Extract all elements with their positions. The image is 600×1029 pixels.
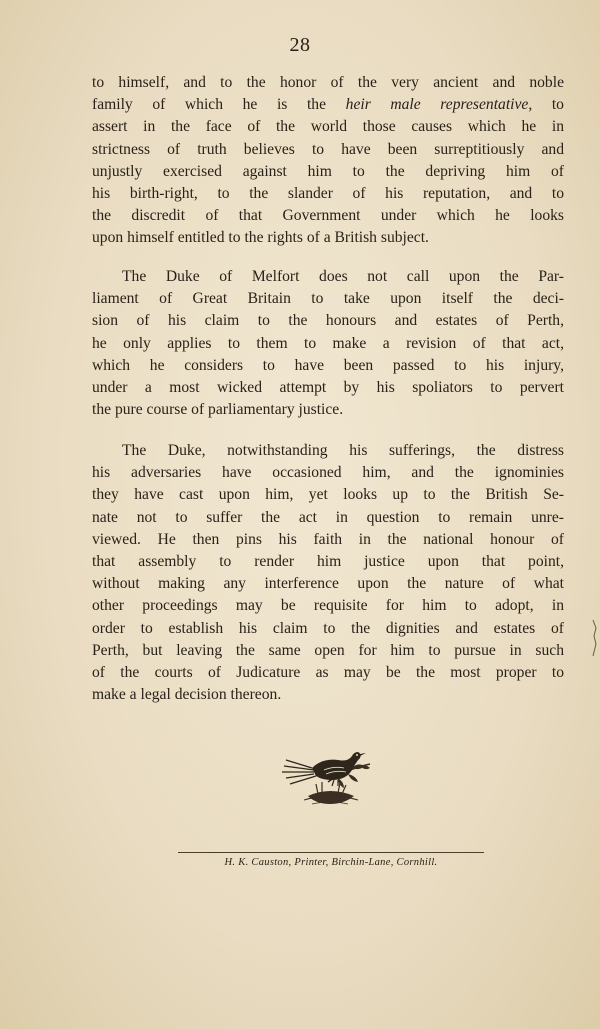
text-line: without making any interference upon the nature of what [92,575,564,593]
text-line: that assembly to render him justice upon that point, [92,553,564,571]
text-line: of the courts of Judicature as may be the most proper to [92,664,564,682]
text-line: Perth, but leaving the same open for him to pursue in such [92,641,564,659]
text-line: The Duke, notwithstanding his sufferings, the distress [122,442,564,459]
imprint-rule [178,852,484,853]
text-line [92,94,564,116]
italic-phrase: heir male representative [345,96,529,114]
text-line: he only applies to them to make a revision of that act, [92,334,564,352]
text-line: sion of his claim to the honours and estates of Perth, [92,312,564,330]
text-line: other proceedings may be requisite for him to adopt, in [92,597,564,615]
text-line: viewed. He then pins his faith in the national honour of [92,530,564,548]
text-line: to himself, and to the honor of the very ancient and noble [92,74,564,91]
text-line: which he considers to have been passed to his injury, [92,356,564,374]
paragraph-3 [92,440,564,706]
text-line: his birth-right, to the slander of his reputation, and to [92,185,564,203]
printer-imprint: H. K. Causton, Printer, Birchin-Lane, Cornhill. [224,857,438,868]
text-segment: , to [528,96,564,114]
paragraph-2 [92,266,564,421]
text-segment: family of which he is the [92,96,346,114]
text-line: unjustly exercised against him to the depriving him of [92,162,564,180]
text-line: assert in the face of the world those causes which he in [92,118,564,136]
text-line: order to establish his claim to the dignities and estates of [92,619,564,637]
bird-on-branch-vignette-icon [278,730,382,810]
text-line: his adversaries have occasioned him, and the ignominies [92,464,564,482]
text-line: the pure course of parliamentary justice. [92,401,344,419]
page-edge-mark-icon [592,618,598,658]
page-number: 28 [289,34,311,56]
text-line: they have cast upon him, yet looks up to the British Se- [92,486,564,504]
text-line: make a legal decision thereon. [92,686,282,704]
text-line: the discredit of that Government under which he looks [92,207,564,225]
paragraph-1 [92,72,564,250]
text-line: liament of Great Britain to take upon itself the deci- [92,290,564,308]
text-line: nate not to suffer the act in question to remain unre- [92,508,564,526]
text-line: under a most wicked attempt by his spoliators to pervert [92,379,564,397]
text-line: upon himself entitled to the rights of a British subject. [92,229,429,247]
text-line: The Duke of Melfort does not call upon the Par- [122,268,564,285]
text-line: strictness of truth believes to have been surreptitiously and [92,140,564,158]
